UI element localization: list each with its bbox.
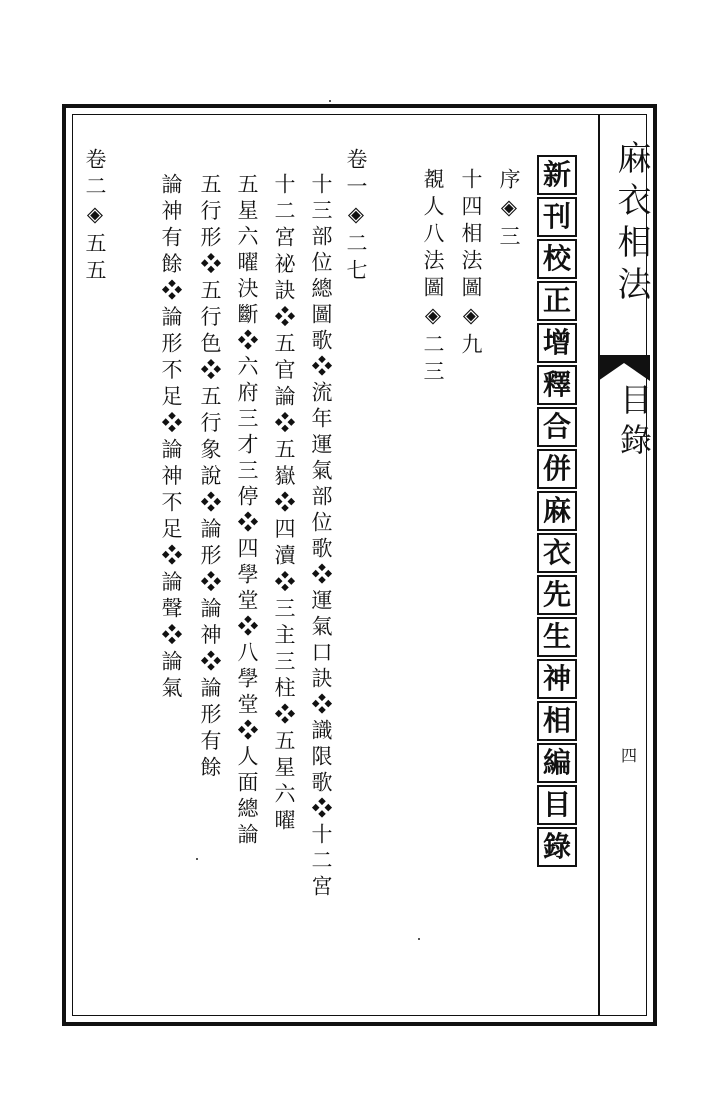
- toc-volume-two: 卷二◈五五: [83, 148, 107, 286]
- title-char: 正: [537, 281, 577, 321]
- main-title: [537, 155, 577, 867]
- title-char: 增: [537, 323, 577, 363]
- title-char: 新: [537, 155, 577, 195]
- title-char: 併: [537, 449, 577, 489]
- title-char: 釋: [537, 365, 577, 405]
- toc-preface: 序◈三: [497, 168, 521, 252]
- toc-vol1-line4: 五行形❖五行色❖五行象說❖論形❖論神❖論形有餘: [198, 173, 222, 783]
- toc-vol1-line2: 十二宮祕訣❖五官論❖五嶽❖四瀆❖三主三柱❖五星六曜: [272, 173, 296, 836]
- page-number: 四: [621, 746, 638, 765]
- toc-vol1-line5: 論神有餘❖論形不足❖論神不足❖論聲❖論氣: [159, 173, 183, 703]
- toc-observe-charts: 覩人八法圖◈二三: [421, 168, 445, 387]
- title-char: 生: [537, 617, 577, 657]
- title-char: 錄: [537, 827, 577, 867]
- scan-speck: [329, 100, 331, 102]
- scan-speck: [418, 938, 420, 940]
- toc-vol1-line3: 五星六曜決斷❖六府三才三停❖四學堂❖八學堂❖人面總論: [235, 173, 259, 849]
- title-char: 衣: [537, 533, 577, 573]
- fishtail-mark: [598, 355, 650, 381]
- title-char: 合: [537, 407, 577, 447]
- title-char: 神: [537, 659, 577, 699]
- title-char: 目: [537, 785, 577, 825]
- scan-speck: [196, 858, 198, 860]
- title-char: 先: [537, 575, 577, 615]
- title-char: 校: [537, 239, 577, 279]
- title-char: 相: [537, 701, 577, 741]
- banner-title: 麻衣相法: [611, 140, 651, 308]
- toc-fourteen-charts: 十四相法圖◈九: [459, 168, 483, 360]
- title-char: 刊: [537, 197, 577, 237]
- title-char: 編: [537, 743, 577, 783]
- toc-vol1-line1: 十三部位總圖歌❖流年運氣部位歌❖運氣口訣❖識限歌❖十二宮: [309, 173, 333, 901]
- toc-volume-one: 卷一◈二七: [344, 148, 368, 286]
- banner-divider: [598, 114, 600, 1016]
- banner-subtitle: 目錄: [615, 383, 653, 463]
- title-char: 麻: [537, 491, 577, 531]
